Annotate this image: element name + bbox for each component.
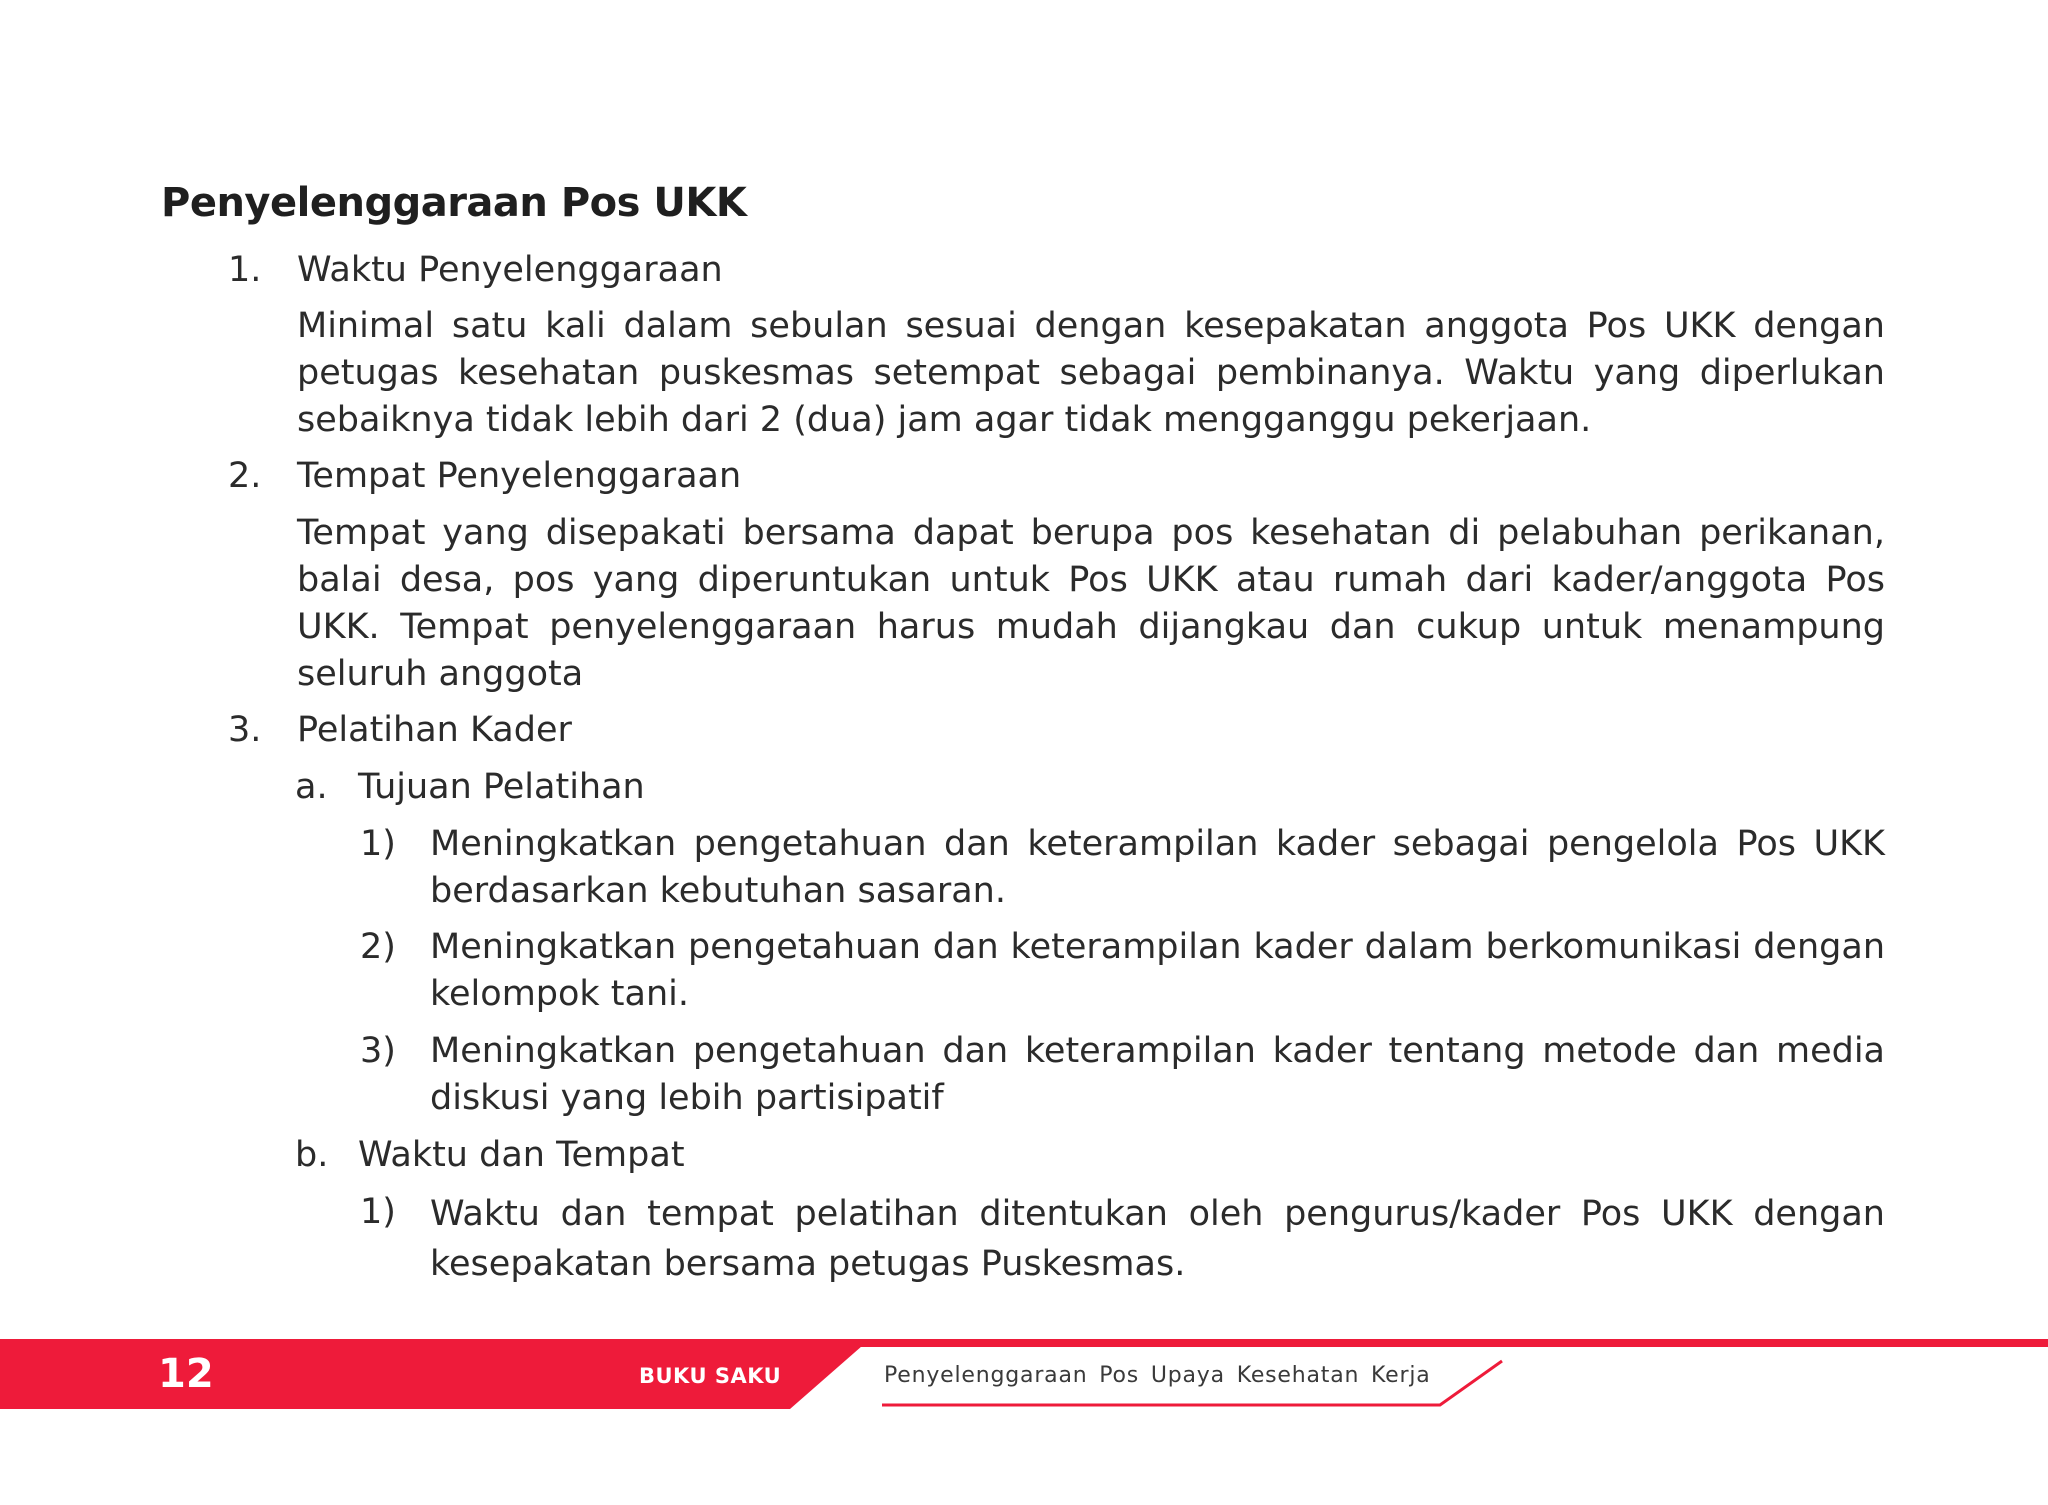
footer-title: Penyelenggaraan Pos Upaya Kesehatan Kerja <box>884 1363 1431 1388</box>
subitem-title-a: Tujuan Pelatihan <box>358 767 645 807</box>
point-number-a3: 3) <box>360 1031 396 1071</box>
item-title-2: Tempat Penyelenggaraan <box>297 456 742 496</box>
point-text-a1: Meningkatkan pengetahuan dan keterampilan kader sebagai pengelola Pos UKK berdasarkan kebutuhan sasaran. <box>430 824 1885 911</box>
point-number-a2: 2) <box>360 927 396 967</box>
point-text-a3: Meningkatkan pengetahuan dan keterampilan kader tentang metode dan media diskusi yang lebih partisipatif <box>430 1031 1885 1118</box>
book-label: BUKU SAKU <box>639 1364 782 1388</box>
point-text-a2: Meningkatkan pengetahuan dan keterampilan kader dalam berkomunikasi dengan kelompok tani. <box>430 927 1885 1014</box>
subitem-title-b: Waktu dan Tempat <box>358 1135 685 1175</box>
item-title-1: Waktu Penyelenggaraan <box>297 250 723 290</box>
item-text-2: Tempat yang disepakati bersama dapat berupa pos kesehatan di pelabuhan perikanan, balai desa, pos yang diperuntukan untuk Pos UKK atau rumah dari kader/anggota Pos UKK. Tempat penyelenggaraan harus mudah dijangkau dan cukup untuk menampung seluruh anggota <box>297 513 1885 694</box>
item-number-3: 3. <box>228 710 262 750</box>
page-number: 12 <box>158 1351 214 1397</box>
page-heading: Penyelenggaraan Pos UKK <box>161 180 747 226</box>
subitem-letter-b: b. <box>295 1135 329 1175</box>
item-text-1: Minimal satu kali dalam sebulan sesuai dengan kesepakatan anggota Pos UKK dengan petugas kesehatan puskesmas setempat sebagai pembinanya. Waktu yang diperlukan sebaiknya tidak lebih dari 2 (dua) jam agar tidak mengganggu pekerjaan. <box>297 306 1885 440</box>
subitem-letter-a: a. <box>295 767 328 807</box>
item-number-2: 2. <box>228 456 262 496</box>
item-title-3: Pelatihan Kader <box>297 710 572 750</box>
point-text-b1: Waktu dan tempat pelatihan ditentukan oleh pengurus/kader Pos UKK dengan kesepakatan bersama petugas Puskesmas. <box>430 1194 1885 1284</box>
point-number-b1: 1) <box>360 1192 396 1232</box>
item-number-1: 1. <box>228 250 262 290</box>
point-number-a1: 1) <box>360 824 396 864</box>
